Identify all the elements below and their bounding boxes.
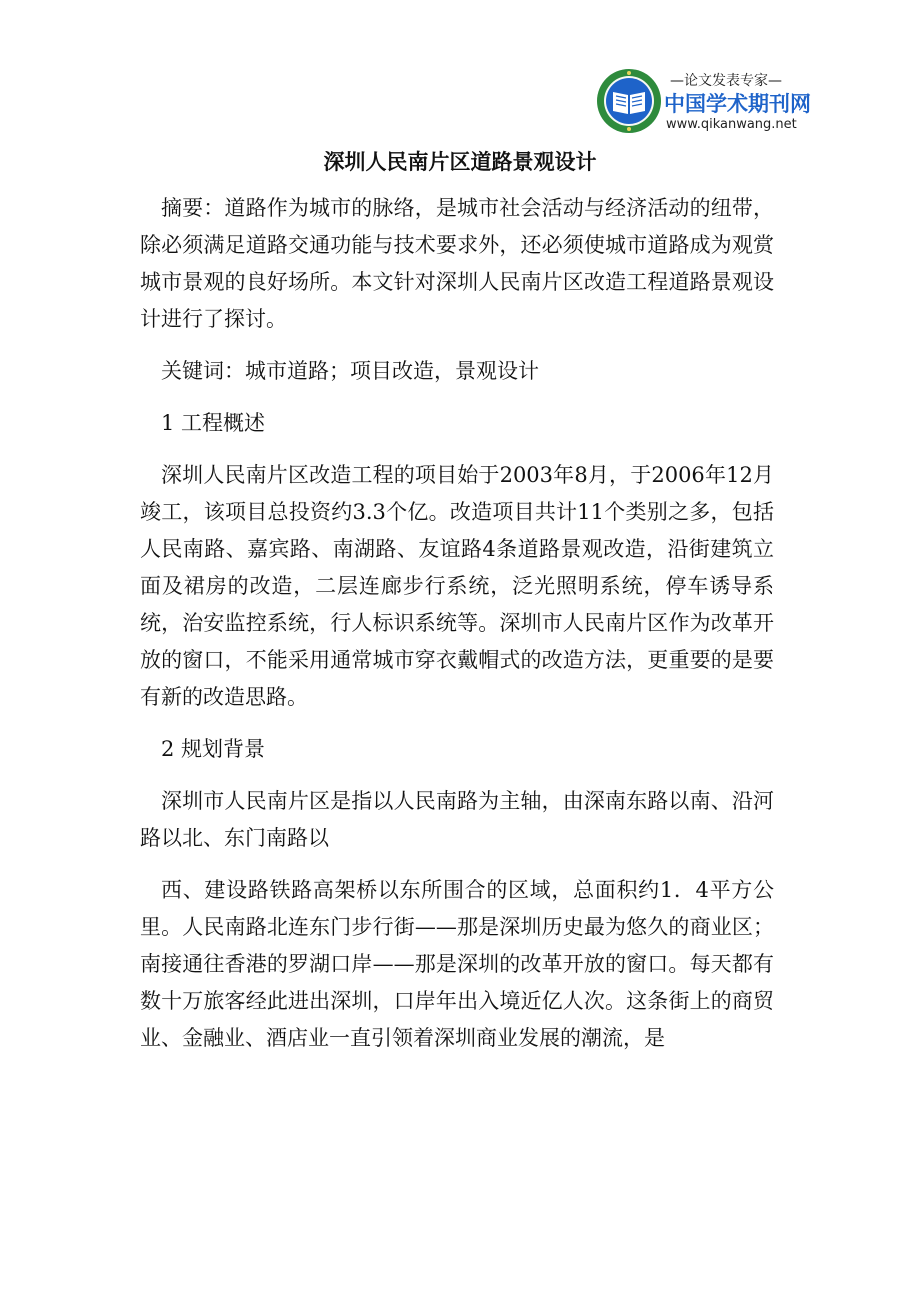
logo-name: 中国学术期刊网 — [664, 92, 811, 116]
section-heading-overview: 1 工程概述 — [161, 411, 266, 435]
section-heading-background: 2 规划背景 — [161, 737, 266, 761]
abstract-paragraph: 摘要：道路作为城市的脉络，是城市社会活动与经济活动的纽带，除必须满足道路交通功能与技术要求外，还必须使城市道路成为观赏城市景观的良好场所。本文针对深圳人民南片区改造工程道路景观设计进行了探讨。 — [140, 196, 774, 331]
background-paragraph-b: 西、建设路铁路高架桥以东所围合的区域，总面积约1．4平方公里。人民南路北连东门步行街——那是深圳历史最为悠久的商业区；南接通往香港的罗湖口岸——那是深圳的改革开放的窗口。每天都有数十万旅客经此进出深圳，口岸年出入境近亿人次。这条街上的商贸业、金融业、酒店业一直引领着深圳商业发展的潮流，是 — [140, 878, 774, 1050]
overview-paragraph: 深圳人民南片区改造工程的项目始于2003年8月，于2006年12月竣工，该项目总投资约3.3个亿。改造项目共计11个类别之多，包括人民南路、嘉宾路、南湖路、友谊路4条道路景观改造，沿街建筑立面及裙房的改造，二层连廊步行系统，泛光照明系统，停车诱导系统，治安监控系统，行人标识系统等。深圳市人民南片区作为改革开放的窗口，不能采用通常城市穿衣戴帽式的改造方法，更重要的是要有新的改造思路。 — [140, 463, 774, 709]
background-paragraph-a: 深圳市人民南片区是指以人民南路为主轴，由深南东路以南、沿河路以北、东门南路以 — [140, 789, 774, 850]
keywords-paragraph: 关键词：城市道路；项目改造，景观设计 — [161, 359, 539, 383]
journal-logo[interactable] — [596, 64, 811, 142]
book-seal-icon — [596, 68, 662, 134]
logo-tagline: —论文发表专家— — [670, 73, 782, 89]
document-title: 深圳人民南片区道路景观设计 — [323, 150, 597, 174]
logo-url[interactable]: www.qikanwang.net — [666, 117, 797, 132]
document-body — [140, 190, 774, 1072]
